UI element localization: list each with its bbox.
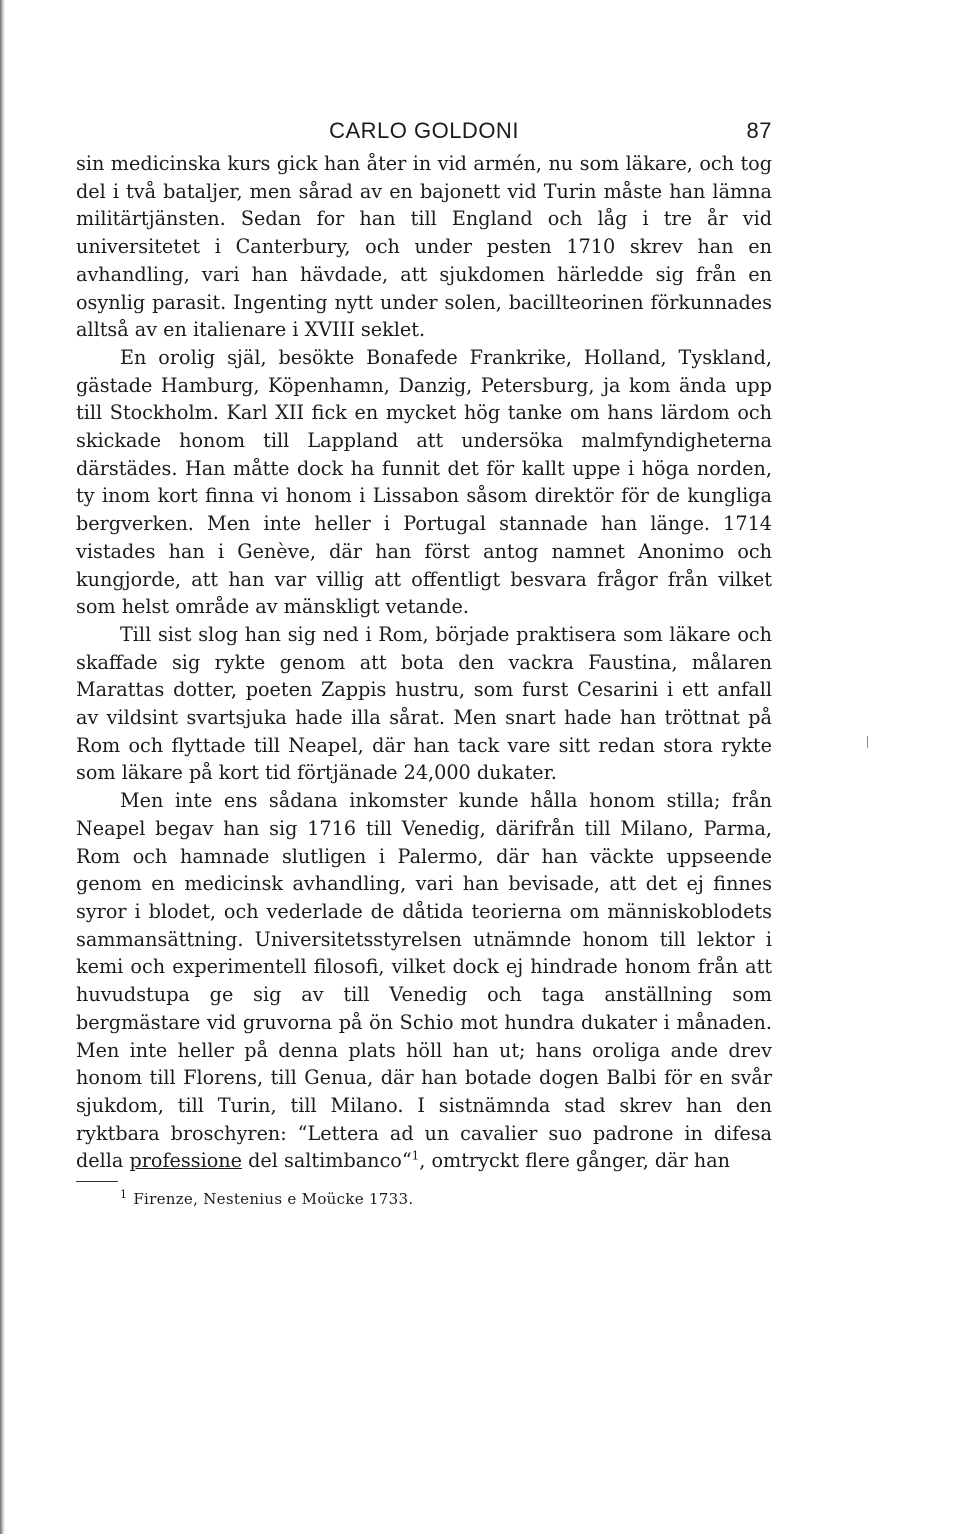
underlined-word: professione	[129, 1149, 243, 1173]
margin-mark	[867, 736, 868, 748]
paragraph-4-text-before: Men inte ens sådana inkomster kunde hålla honom stilla; från Neapel begav han sig 1716 till Venedig, därifrån till Milano, Parma, Rom och hamnade slutligen i Palermo, där han väckte uppseende genom en medicinsk avhandling, vari han bevisade, att det ej finnes syror i blodet, och vederlade de dåtida teorierna om människoblodets sammansättning. Universitetsstyrelsen utnämnde honom till lektor i kemi och experimentell filosofi, vilket dock ej hindrade honom från att huvudstupa ge sig av till Venedig och taga anställning som bergmästare vid gruvorna på ön Schio mot hundra dukater i månaden. Men inte heller på denna plats höll han ut; hans oroliga ande drev honom till Florens, till Genua, där han botade dogen Balbi för en svår sjukdom, till Turin, till Milano. I sistnämnda stad skrev han den ryktbara broschyren: “Lettera ad un cavalier suo padrone in difesa della	[76, 789, 772, 1173]
paragraph-2: En orolig själ, besökte Bonafede Frankrike, Holland, Tyskland, gästade Hamburg, Köpenhamn, Danzig, Petersburg, ja kom ända upp till Stockholm. Karl XII fick en mycket hög tanke om hans lärdom och skickade honom till Lappland att undersöka malmfyndigheterna därstädes. Han måtte dock ha funnit det för kallt uppe i höga norden, ty inom kort finna vi honom i Lissabon såsom direktör för de kungliga bergverken. Men inte heller i Portugal stannade han länge. 1714 vistades han i Genève, där han först antog namnet Anonimo och kungjorde, att han var villig att offentligt besvara frågor från vilket som helst område av mänskligt vetande.	[76, 345, 772, 619]
footnote-reference: 1	[411, 1148, 420, 1163]
footnote	[76, 1184, 772, 1210]
book-page	[76, 112, 772, 1210]
paragraph-4-text-middle: del saltimbanco“	[242, 1149, 412, 1173]
page-edge-shadow	[0, 0, 5, 1534]
paragraph-1: sin medicinska kurs gick han åter in vid armén, nu som läkare, och tog del i två bataljer, men sårad av en bajonett vid Turin måste han lämna militärtjänsten. Sedan for han till England och låg i tre år vid universitetet i Canterbury, och under pesten 1710 skrev han en avhandling, vari han hävdade, att sjukdomen härledde sig från en osynlig parasit. Ingenting nytt under solen, bacillteorinen förkunnades alltså av en italienare i XVIII seklet.	[76, 152, 772, 342]
paragraph-4-text-after: , omtryckt flere gånger, där han	[419, 1149, 731, 1173]
running-title: CARLO GOLDONI	[329, 118, 519, 143]
footnote-text: Firenze, Nestenius e Moücke 1733.	[133, 1190, 414, 1209]
paragraph-3: Till sist slog han sig ned i Rom, började praktisera som läkare och skaffade sig rykte genom att bota den vackra Faustina, målaren Marattas dotter, poeten Zappis hustru, som furst Cesarini i ett anfall av vildsint svartsjuka hade illa sårat. Men snart hade han tröttnat på Rom och flyttade till Neapel, där han tack vare sitt redan stora rykte som läkare på kort tid förtjänade 24,000 dukater.	[76, 622, 772, 785]
running-head	[76, 112, 772, 148]
footnote-marker: 1	[120, 1188, 128, 1202]
paragraph-4	[76, 787, 772, 1175]
body-text	[76, 150, 772, 1175]
footnote-divider	[76, 1181, 118, 1182]
page-number: 87	[746, 118, 772, 143]
